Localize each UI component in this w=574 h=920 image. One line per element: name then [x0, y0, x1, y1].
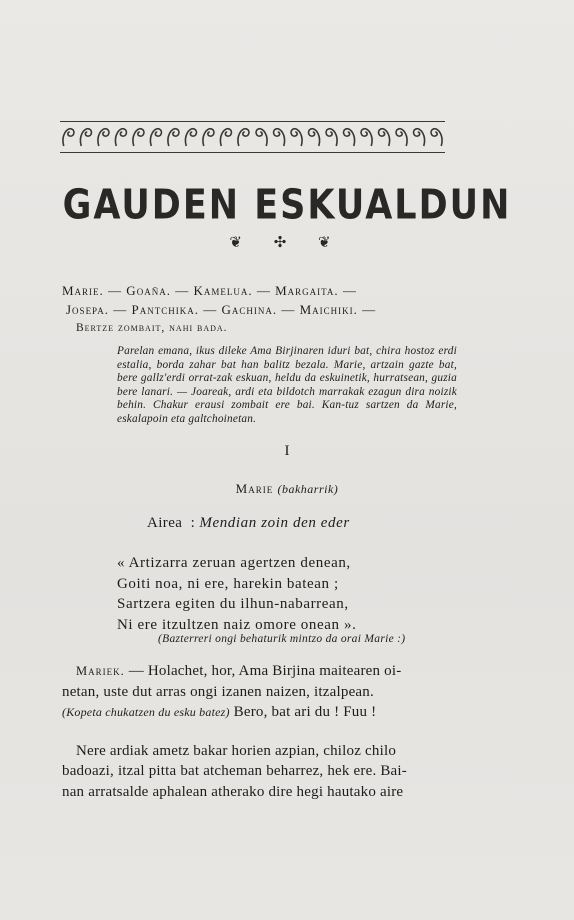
ornamental-band — [60, 121, 445, 153]
fleuron-ornament-icon: ❦ ✣ ❦ — [229, 235, 345, 251]
speaker-name: Marie — [235, 481, 274, 496]
stage-direction: Parelan emana, ikus dileke Ama Birjinaren iduri bat, chira hostoz erdi estalia, borda zahar bat han balitz bezala. Marie, artzain gazte bat, bere gallz'erdi orrat-zak eskuan, heldu da eskuinetik, hurratsean, guzia bere lanari. — Joareak, ardi eta bildotch marrakak ezagun dira noizik behin. Chakur erausi zombait ere bai. Kan-tuz sartzen da Marie, eskalapoin eta galtchoinetan. — [117, 345, 457, 425]
dialogue-line: Nere ardiak ametz bakar horien azpian, chiloz chilo — [76, 742, 397, 759]
section-number: I — [284, 443, 290, 459]
cast-line: Bertze zombait, nahi bada. — [76, 322, 228, 334]
cast-line: Marie. — Goaña. — Kamelua. — Margaita. — — [62, 283, 357, 298]
verse-line: Ni ere itzultzen naiz omore onean ». — [117, 616, 357, 633]
inline-stage-direction: (Kopeta chukatzen du esku batez) — [62, 705, 230, 719]
dialogue-speaker: Mariek. — [76, 664, 125, 678]
song-verse — [117, 553, 447, 635]
tune-name: Mendian zoin den eder — [199, 515, 350, 531]
dialogue-line — [62, 661, 457, 682]
dialogue-text: Bero, bat ari du ! Fuu ! — [229, 704, 377, 720]
stage-aside: (Bazterreri ongi behaturik mintzo da orai Marie :) — [158, 633, 406, 645]
dialogue-text: — Holachet, hor, Ama Birjina maitearen oi- — [124, 663, 402, 679]
scroll-ornament-icon — [60, 122, 445, 152]
speaker-heading — [0, 481, 574, 497]
dialogue-block — [62, 661, 457, 802]
dialogue-line: badoazi, itzal pitta bat atcheman beharrez, hek ere. Bai- — [62, 763, 407, 779]
speaker-note: (bakharrik) — [277, 482, 339, 496]
play-title: GAUDEN ESKUALDUN — [62, 182, 512, 230]
verse-line: Goiti noa, ni ere, harekin batean ; — [117, 575, 339, 592]
dialogue-line: nan arratsalde aphalean atherako dire hegi hautako aire — [62, 783, 404, 800]
cast-line: Josepa. — Pantchika. — Gachina. — Maichiki. — — [66, 301, 377, 317]
tune-label: Airea — [147, 515, 183, 531]
dialogue-line — [62, 702, 457, 723]
cast-list — [62, 282, 462, 338]
tune-line: Airea : Mendian zoin den eder — [147, 515, 350, 531]
verse-line: « Artizarra zeruan agertzen denean, — [117, 555, 351, 571]
verse-line: Sartzera egiten du ilhun-nabarrean, — [117, 596, 349, 612]
dialogue-line: netan, uste dut arras ongi izanen naizen, itzalpean. — [62, 683, 374, 700]
